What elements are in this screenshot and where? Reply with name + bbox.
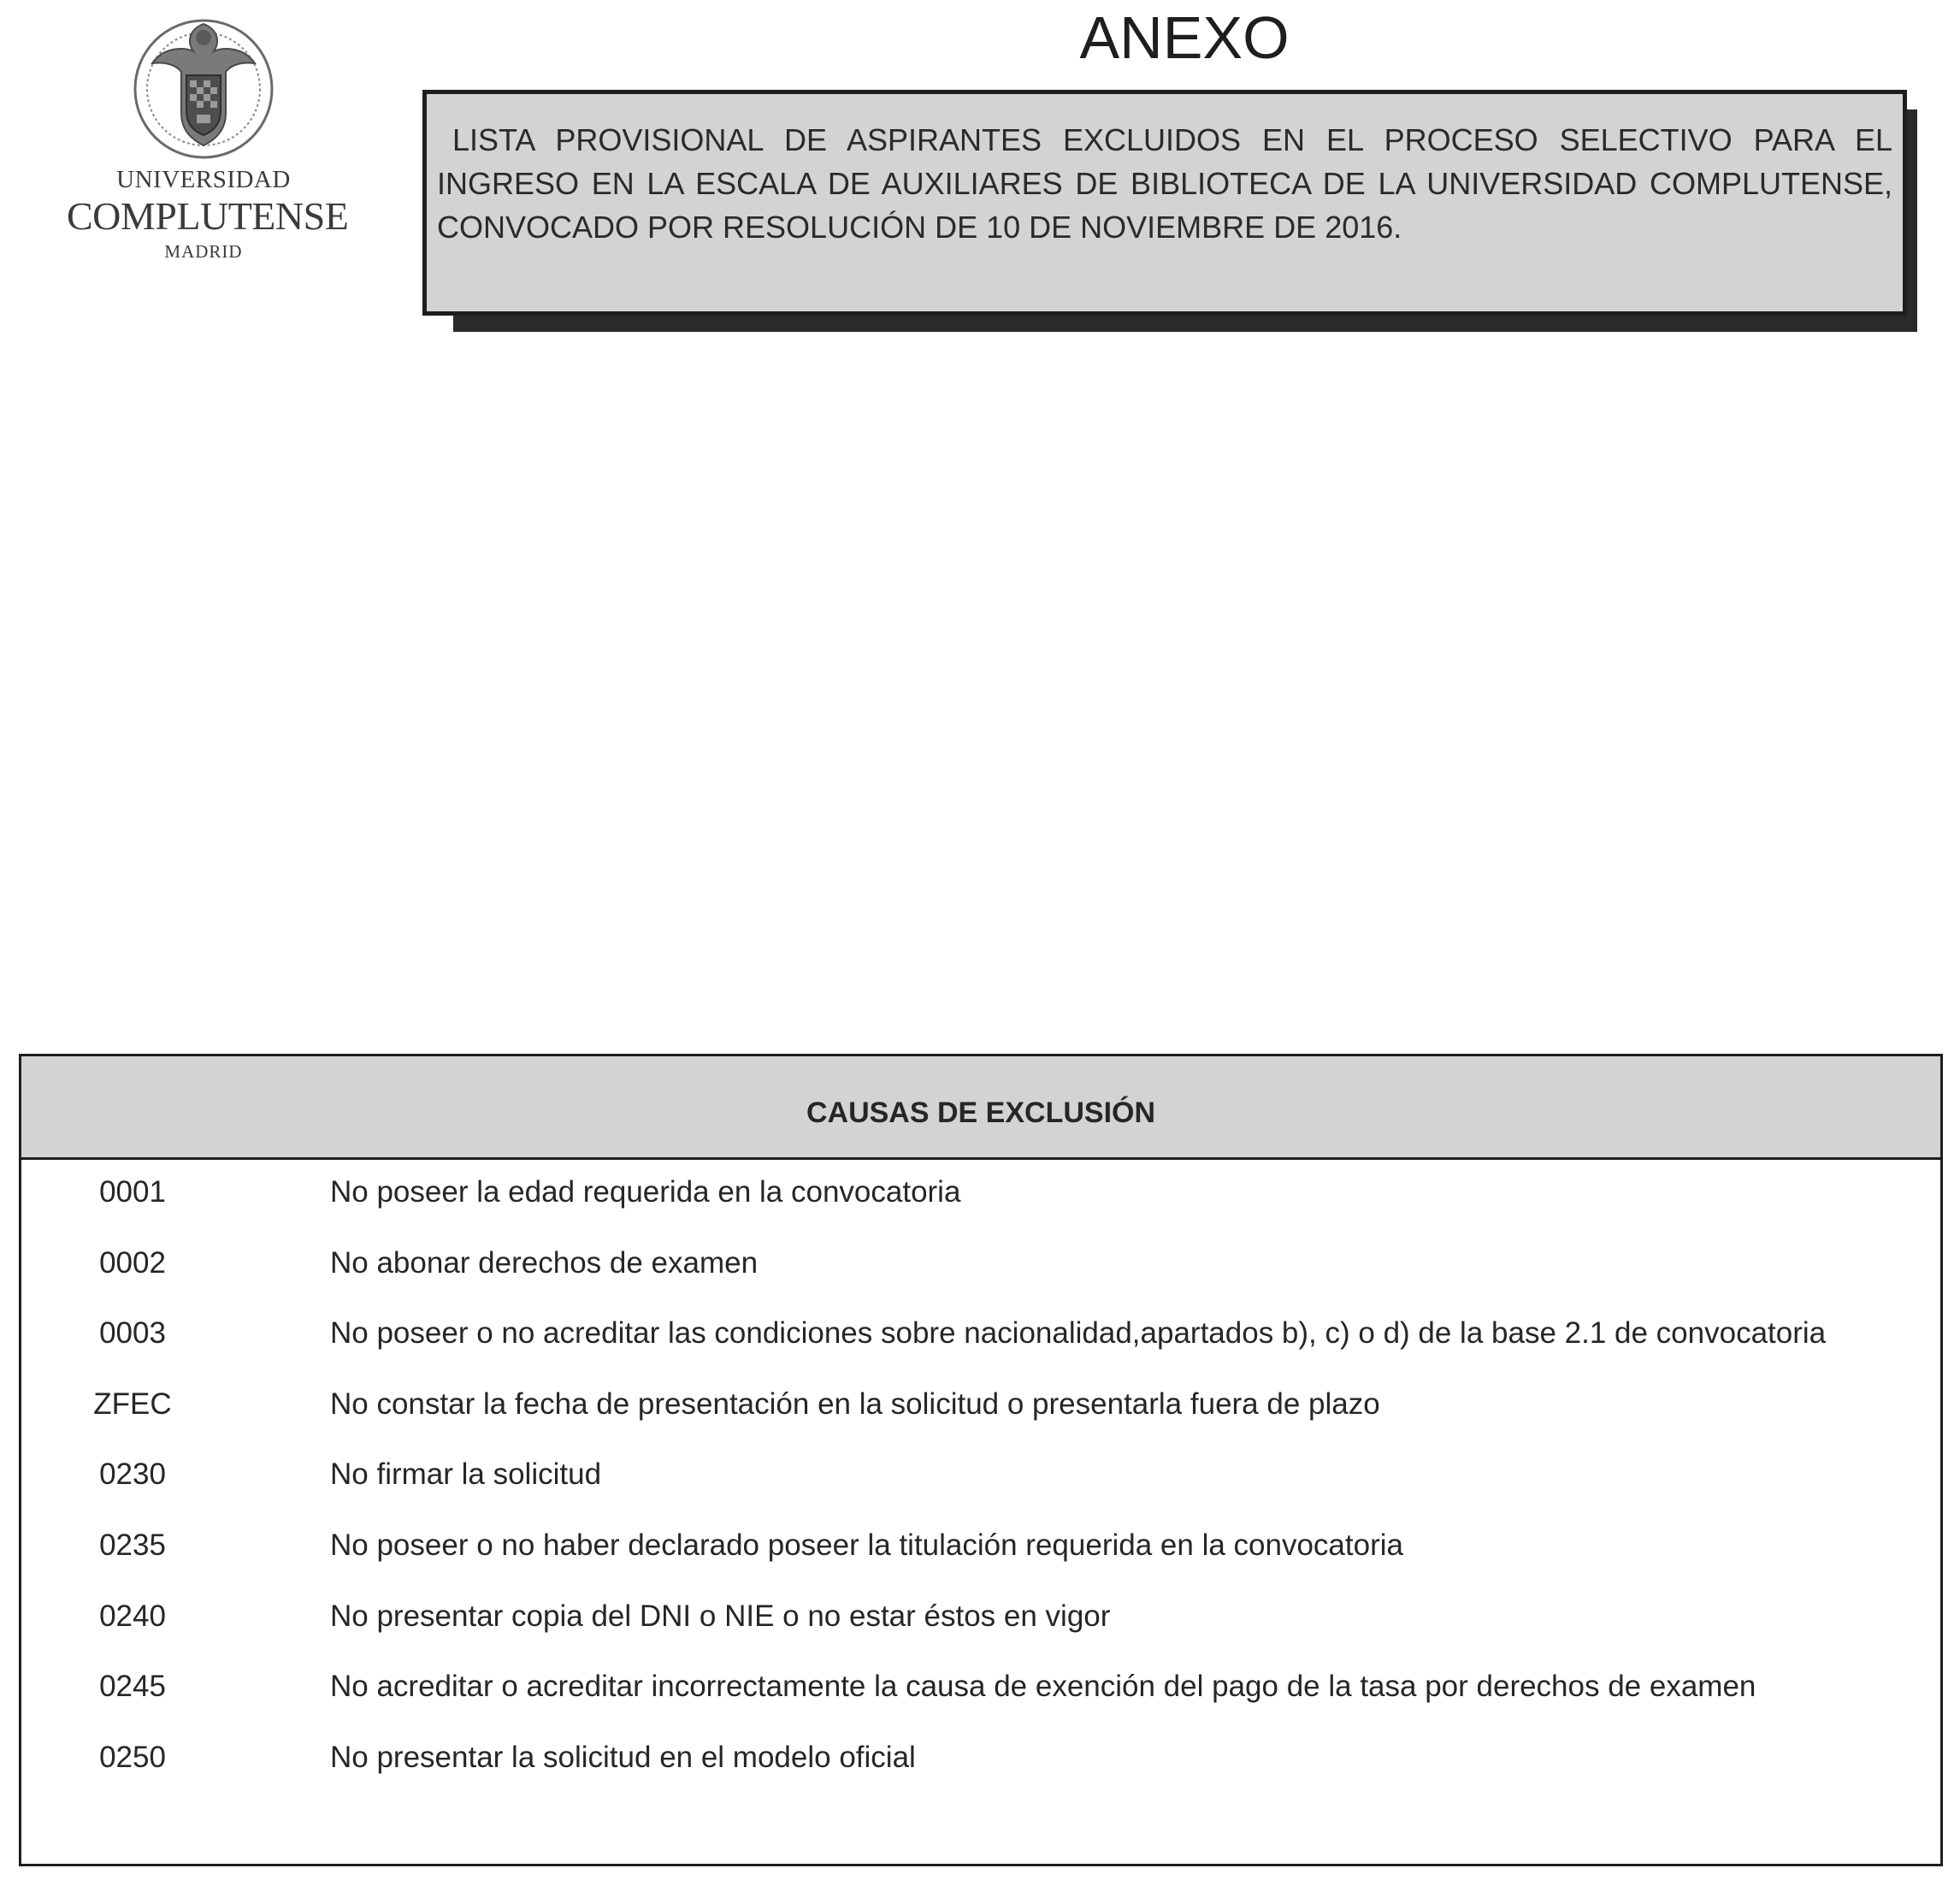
cause-row [21,1384,1940,1455]
cause-code: 0230 [99,1457,166,1492]
exclusion-causes-table [19,1054,1943,1866]
heading-text: LISTA PROVISIONAL DE ASPIRANTES EXCLUIDOS EN EL PROCESO SELECTIVO PARA EL INGRESO EN LA ESCALA DE AUXILIARES DE BIBLIOTECA DE LA UNIVERSIDAD COMPLUTENSE, CONVOCADO POR RESOLUCIÓN DE 10 DE NOVIEMBRE DE 2016. [437,122,1892,245]
page-title: ANEXO [1079,4,1290,71]
exclusion-causes-header [21,1056,1940,1160]
logo-text-madrid: MADRID [164,241,243,262]
cause-description: No presentar la solicitud en el modelo oficial [330,1740,916,1774]
cause-code: 0002 [99,1245,166,1280]
cause-row [21,1596,1940,1667]
cause-code: 0001 [99,1175,166,1209]
cause-description: No constar la fecha de presentación en la solicitud o presentarla fuera de plazo [330,1386,1380,1421]
cause-description: No poseer la edad requerida en la convocatoria [330,1175,961,1209]
cause-code: 0245 [99,1670,166,1704]
exclusion-causes-title: CAUSAS DE EXCLUSIÓN [806,1096,1156,1129]
heading-box [422,90,1907,316]
cause-description: No abonar derechos de examen [330,1245,759,1280]
logo-text-complutense: COMPLUTENSE [67,194,349,238]
cause-description: No poseer o no acreditar las condiciones sobre nacionalidad,apartados b), c) o d) de la base 2.1 de convocatoria [330,1316,1827,1351]
exclusion-causes-list [21,1160,1940,1807]
cause-description: No firmar la solicitud [330,1457,602,1492]
cause-code: 0003 [99,1316,166,1351]
university-seal-icon [128,12,279,163]
cause-description: No presentar copia del DNI o NIE o no estar éstos en vigor [330,1599,1111,1633]
university-logo [67,12,349,262]
cause-description: No poseer o no haber declarado poseer la titulación requerida en la convocatoria [330,1528,1403,1562]
logo-text-universidad: UNIVERSIDAD [116,166,291,193]
cause-code: 0235 [99,1528,166,1562]
cause-row [21,1172,1940,1243]
cause-row [21,1525,1940,1596]
cause-row [21,1737,1940,1808]
cause-row [21,1666,1940,1737]
cause-row [21,1243,1940,1314]
cause-description: No acreditar o acreditar incorrectamente la causa de exención del pago de la tasa por derechos de examen [330,1670,1756,1704]
cause-row [21,1313,1940,1384]
cause-code: 0250 [99,1740,166,1774]
cause-row [21,1454,1940,1525]
cause-code: ZFEC [93,1386,172,1421]
cause-code: 0240 [99,1599,166,1633]
